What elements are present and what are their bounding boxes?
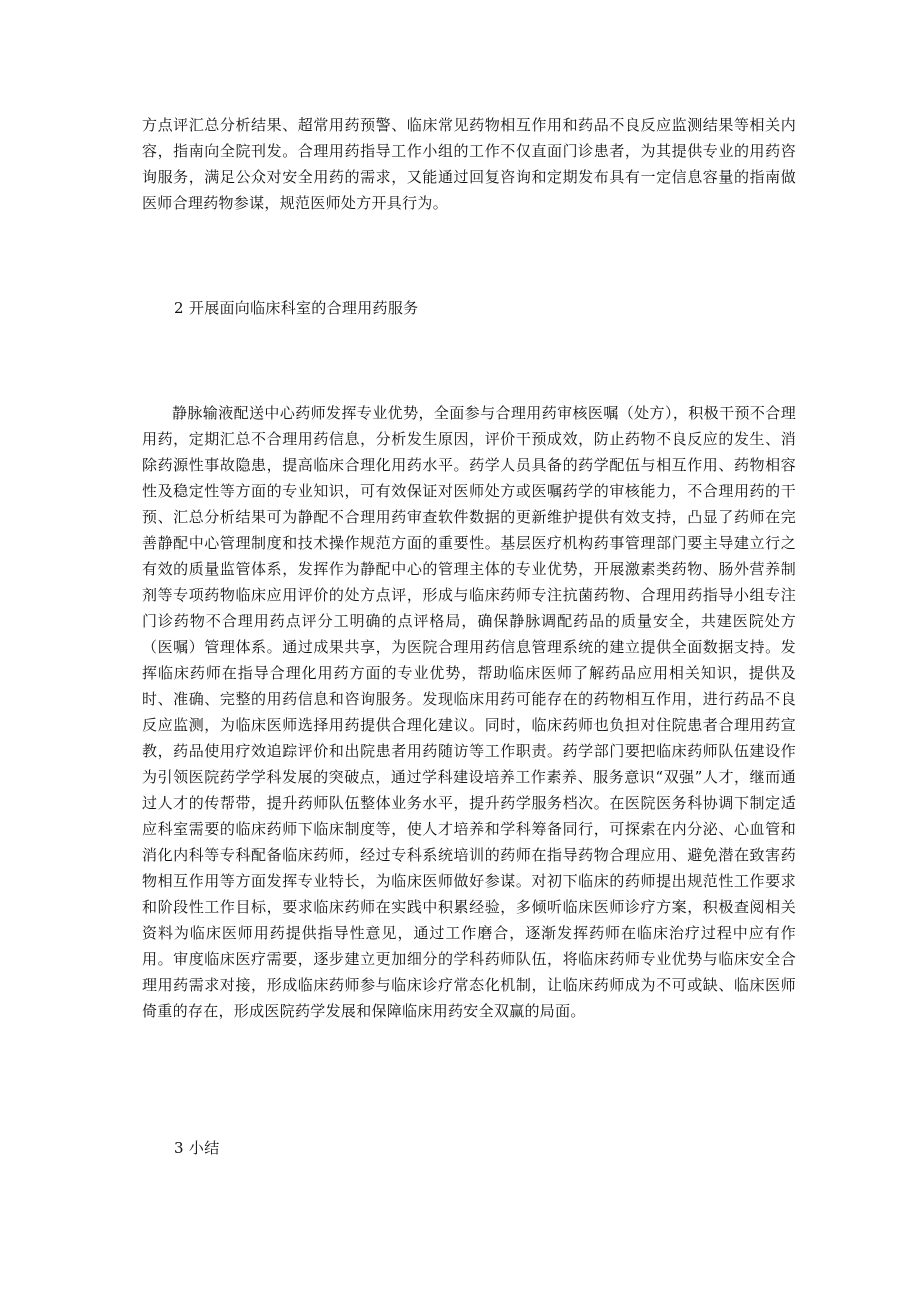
paragraph-continued: 方点评汇总分析结果、超常用药预警、临床常见药物相互作用和药品不良反应监测结果等相关内容，指南向全院刊发。合理用药指导工作小组的工作不仅直面门诊患者，为其提供专业的用药咨询服务，满足公众对安全用药的需求，又能通过回复咨询和定期发布具有一定信息容量的指南做医师合理药物参谋，规范医师处方开具行为。	[142, 116, 796, 212]
section-heading-3: 3 小结	[174, 1139, 220, 1157]
section-heading-2: 2 开展面向临床科室的合理用药服务	[174, 299, 419, 317]
paragraph-section-2: 静脉输液配送中心药师发挥专业优势，全面参与合理用药审核医嘱（处方），积极干预不合理用药，定期汇总不合理用药信息，分析发生原因，评价干预成效，防止药物不良反应的发生、消除药源性事故隐患，提高临床合理化用药水平。药学人员具备的药学配伍与相互作用、药物相容性及稳定性等方面的专业知识，可有效保证对医师处方或医嘱药学的审核能力，不合理用药的干预、汇总分析结果可为静配不合理用药审查软件数据的更新维护提供有效支持，凸显了药师在完善静配中心管理制度和技术操作规范方面的重要性。基层医疗机构药事管理部门要主导建立行之有效的质量监管体系，发挥作为静配中心的管理主体的专业优势，开展激素类药物、肠外营养制剂等专项药物临床应用评价的处方点评，形成与临床药师专注抗菌药物、合理用药指导小组专注门诊药物不合理用药点评分工明确的点评格局，确保静脉调配药品的质量安全，共建医院处方（医嘱）管理体系。通过成果共享，为医院合理用药信息管理系统的建立提供全面数据支持。发挥临床药师在指导合理化用药方面的专业优势，帮助临床医师了解药品应用相关知识，提供及时、准确、完整的用药信息和咨询服务。发现临床用药可能存在的药物相互作用，进行药品不良反应监测，为临床医师选择用药提供合理化建议。同时，临床药师也负担对住院患者合理用药宣教，药品使用疗效追踪评价和出院患者用药随访等工作职责。药学部门要把临床药师队伍建设作为引领医院药学学科发展的突破点，通过学科建设培养工作素养、服务意识“双强”人才，继而通过人才的传帮带，提升药师队伍整体业务水平，提升药学服务档次。在医院医务科协调下制定适应科室需要的临床药师下临床制度等，使人才培养和学科筹备同行，可探索在内分泌、心血管和消化内科等专科配备临床药师，经过专科系统培训的药师在指导药物合理应用、避免潜在致害药物相互作用等方面发挥专业特长，为临床医师做好参谋。对初下临床的药师提出规范性工作要求和阶段性工作目标，要求临床药师在实践中积累经验，多倾听临床医师诊疗方案，积极查阅相关资料为临床医师用药提供指导性意见，通过工作磨合，逐渐发挥药师在临床治疗过程中应有作用。审度临床医疗需要，逐步建立更加细分的学科药师队伍，将临床药师专业优势与临床安全合理用药需求对接，形成临床药师参与临床诊疗常态化机制，让临床药师成为不可或缺、临床医师倚重的存在，形成医院药学发展和保障临床用药安全双赢的局面。	[142, 404, 796, 1020]
